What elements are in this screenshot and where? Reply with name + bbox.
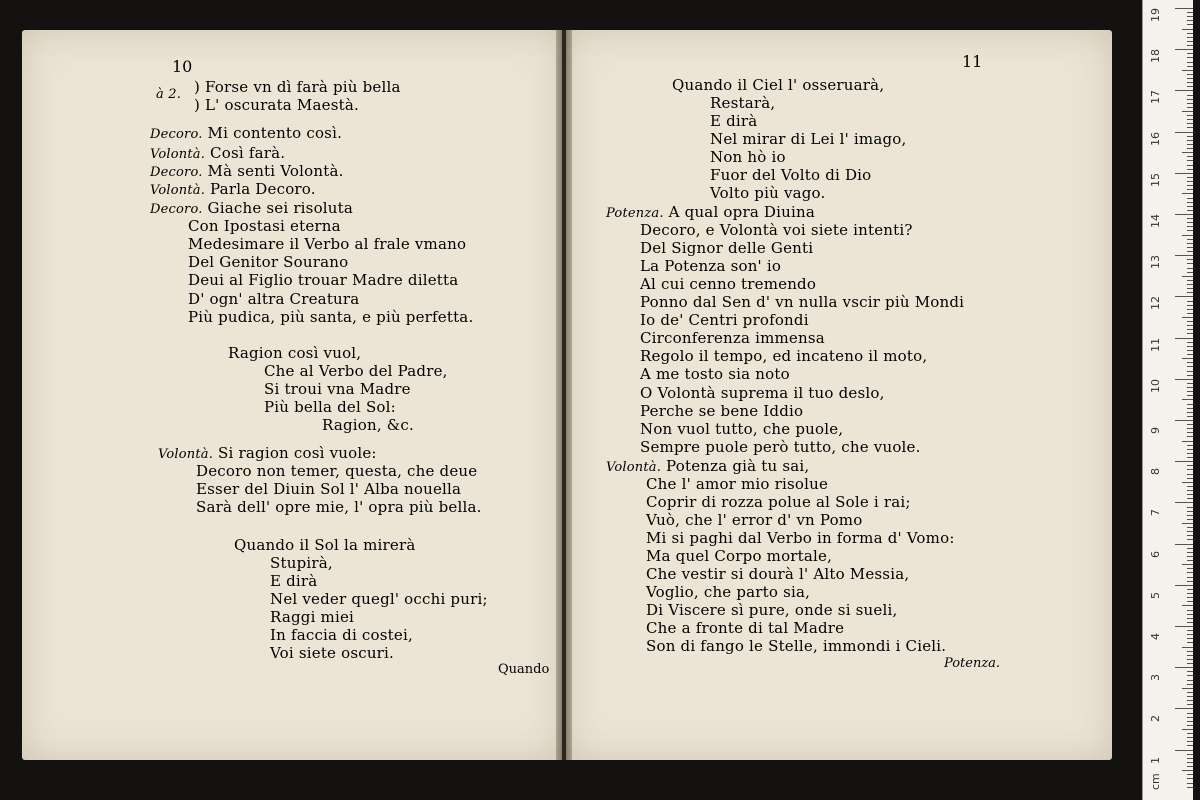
ruler-tick (1187, 247, 1193, 248)
ruler-tick (1175, 544, 1193, 545)
speaker-name: Volontà. (150, 183, 206, 198)
ruler-tick (1187, 78, 1193, 79)
text-line: La Potenza son' io (640, 257, 782, 275)
ruler-tick (1187, 362, 1193, 363)
ruler-tick (1175, 8, 1193, 9)
ruler-tick (1187, 202, 1193, 203)
speaker-name: Potenza. (606, 206, 664, 221)
ruler-tick (1187, 498, 1193, 499)
ruler-tick (1187, 395, 1193, 396)
ruler-tick (1187, 511, 1193, 512)
text-line: Voi siete oscuri. (270, 644, 395, 662)
ruler-tick (1187, 531, 1193, 532)
ruler-tick (1175, 255, 1193, 256)
text-line: Volontà. Si ragion così vuole: (158, 444, 377, 462)
ruler-tick (1187, 74, 1193, 75)
text-line: Decoro non temer, questa, che deue (196, 462, 478, 480)
ruler-tick (1187, 140, 1193, 141)
ruler-tick (1175, 585, 1193, 586)
ruler-tick (1187, 24, 1193, 25)
ruler-tick (1182, 111, 1193, 112)
ruler-tick (1175, 708, 1193, 709)
ruler-tick (1187, 148, 1193, 149)
ruler-tick (1187, 766, 1193, 767)
ruler-tick (1175, 626, 1193, 627)
text-line: Restarà, (710, 94, 776, 112)
ruler-tick (1187, 12, 1193, 13)
ruler-tick (1187, 675, 1193, 676)
ruler-tick (1187, 189, 1193, 190)
ruler-tick (1187, 301, 1193, 302)
text-line: Vuò, che l' error d' vn Pomo (646, 511, 863, 529)
right-catchword: Potenza. (944, 656, 1001, 671)
ruler-tick (1187, 721, 1193, 722)
ruler-label: 11 (1149, 337, 1162, 352)
ruler-tick (1187, 490, 1193, 491)
ruler-label: 7 (1149, 509, 1162, 517)
ruler-label: 10 (1149, 378, 1162, 393)
text-line: Mi si paghi dal Verbo in forma d' Vomo: (646, 529, 955, 547)
speaker-name: Volontà. (606, 460, 662, 475)
ruler-label: 14 (1149, 214, 1162, 228)
ruler-label: 1 (1149, 756, 1162, 764)
ruler-tick (1187, 107, 1193, 108)
ruler-tick (1187, 572, 1193, 573)
ruler-tick (1187, 577, 1193, 578)
ruler-tick (1187, 366, 1193, 367)
ruler-tick (1182, 399, 1193, 400)
ruler-tick (1182, 317, 1193, 318)
ruler-tick (1175, 502, 1193, 503)
ruler-tick (1187, 33, 1193, 34)
ruler-tick (1187, 160, 1193, 161)
ruler-tick (1187, 737, 1193, 738)
ruler-tick (1187, 346, 1193, 347)
text-line: Che a fronte di tal Madre (646, 619, 845, 637)
ruler-tick (1187, 618, 1193, 619)
text-line: Che vestir si dourà l' Alto Messia, (646, 565, 910, 583)
text-line: A me tosto sia noto (640, 365, 790, 383)
text-line: Decoro. Mà senti Volontà. (150, 162, 344, 180)
ruler-tick (1187, 210, 1193, 211)
ruler-tick (1187, 610, 1193, 611)
text-line: E dirà (710, 112, 758, 130)
text-line: Circonferenza immensa (640, 329, 825, 347)
text-line: Di Viscere sì pure, onde si sueli, (646, 601, 898, 619)
text-line: Sarà dell' opre mie, l' opra più bella. (196, 498, 482, 516)
ruler-tick (1182, 729, 1193, 730)
ruler-tick (1187, 581, 1193, 582)
text-line: Che al Verbo del Padre, (264, 362, 448, 380)
ruler-tick (1187, 589, 1193, 590)
ruler-tick (1187, 99, 1193, 100)
ruler-tick (1187, 288, 1193, 289)
speaker-name: Decoro. (150, 127, 203, 142)
ruler-tick (1187, 408, 1193, 409)
speaker-name: Decoro. (150, 202, 203, 217)
text-line: Al cui cenno tremendo (640, 275, 817, 293)
text-line: Del Genitor Sourano (188, 253, 349, 271)
ruler-tick (1187, 436, 1193, 437)
text-line: Raggi miei (270, 608, 355, 626)
ruler-label: 2 (1149, 715, 1162, 723)
ruler-tick (1187, 239, 1193, 240)
text-line: Volontà. Parla Decoro. (150, 180, 316, 198)
ruler-tick (1187, 659, 1193, 660)
ruler-tick (1187, 272, 1193, 273)
ruler-tick (1187, 634, 1193, 635)
ruler-tick (1187, 45, 1193, 46)
ruler-tick (1187, 329, 1193, 330)
ruler-tick (1187, 717, 1193, 718)
ruler-tick (1187, 494, 1193, 495)
ruler-tick (1187, 169, 1193, 170)
ruler-tick (1187, 156, 1193, 157)
ruler-tick (1187, 292, 1193, 293)
ruler-tick (1187, 655, 1193, 656)
left-page-number: 10 (172, 57, 193, 76)
ruler-tick (1187, 783, 1193, 784)
ruler-tick (1187, 86, 1193, 87)
ruler-label: 18 (1149, 49, 1162, 64)
ruler-tick (1187, 568, 1193, 569)
ruler-label: 15 (1149, 172, 1162, 187)
ruler-tick (1187, 548, 1193, 549)
text-line: E dirà (270, 572, 318, 590)
ruler-tick (1187, 198, 1193, 199)
ruler-tick (1187, 552, 1193, 553)
ruler-tick (1187, 82, 1193, 83)
text-line: Ponno dal Sen d' vn nulla vscir più Mondi (640, 293, 965, 311)
ruler-tick (1187, 119, 1193, 120)
ruler-tick (1182, 605, 1193, 606)
text-line: Ma quel Corpo mortale, (646, 547, 833, 565)
ruler-tick (1187, 387, 1193, 388)
ruler-tick (1175, 132, 1193, 133)
ruler-tick (1187, 638, 1193, 639)
ruler-tick (1175, 90, 1193, 91)
ruler-tick (1187, 663, 1193, 664)
ruler-tick (1187, 313, 1193, 314)
ruler-tick (1187, 404, 1193, 405)
ruler-tick (1187, 704, 1193, 705)
text-line: Deui al Figlio trouar Madre diletta (188, 271, 459, 289)
ruler-tick (1182, 193, 1193, 194)
text-line: Medesimare il Verbo al frale vmano (188, 235, 467, 253)
text-line: D' ogn' altra Creatura (188, 290, 360, 308)
text-line: Nel veder quegl' occhi puri; (270, 590, 488, 608)
ruler-tick (1187, 593, 1193, 594)
book-gutter (556, 30, 572, 760)
text-line: Del Signor delle Genti (640, 239, 814, 257)
text-line: Volto più vago. (710, 184, 826, 202)
ruler-tick (1187, 486, 1193, 487)
ruler-tick (1187, 556, 1193, 557)
ruler-tick (1187, 474, 1193, 475)
ruler-tick (1187, 185, 1193, 186)
ruler-tick (1187, 354, 1193, 355)
ruler-tick (1182, 647, 1193, 648)
ruler-tick (1187, 457, 1193, 458)
ruler-tick (1187, 651, 1193, 652)
ruler-tick (1182, 276, 1193, 277)
ruler-tick (1187, 136, 1193, 137)
ruler-tick (1187, 465, 1193, 466)
ruler-tick (1187, 412, 1193, 413)
ruler-tick (1187, 115, 1193, 116)
ruler-tick (1187, 259, 1193, 260)
ruler-tick (1187, 630, 1193, 631)
text-line: Si troui vna Madre (264, 380, 411, 398)
text-line: Sempre puole però tutto, che vuole. (640, 438, 921, 456)
ruler-tick (1187, 758, 1193, 759)
ruler-tick (1187, 507, 1193, 508)
ruler-tick (1187, 597, 1193, 598)
text-line: Più bella del Sol: (264, 398, 396, 416)
ruler-tick (1187, 57, 1193, 58)
text-line: Son di fango le Stelle, immondi i Cieli. (646, 637, 947, 655)
ruler-tick (1187, 375, 1193, 376)
ruler-label: 16 (1149, 131, 1162, 146)
ruler-tick (1187, 342, 1193, 343)
ruler-tick (1187, 371, 1193, 372)
ruler-tick (1187, 614, 1193, 615)
ruler-tick (1187, 251, 1193, 252)
ruler-tick (1187, 601, 1193, 602)
text-line: Più pudica, più santa, e più perfetta. (188, 308, 474, 326)
ruler-tick (1187, 700, 1193, 701)
ruler-tick (1187, 321, 1193, 322)
text-line: Decoro, e Volontà voi siete intenti? (640, 221, 913, 239)
measuring-ruler (1142, 0, 1193, 800)
ruler-tick (1187, 144, 1193, 145)
ruler-label: 13 (1149, 255, 1162, 270)
text-line: Perche se bene Iddio (640, 402, 804, 420)
ruler-tick (1187, 243, 1193, 244)
text-line: Esser del Diuin Sol l' Alba nouella (196, 480, 462, 498)
ruler-tick (1187, 745, 1193, 746)
ruler-tick (1187, 515, 1193, 516)
ruler-tick (1187, 123, 1193, 124)
left-catchword: Quando (498, 662, 550, 677)
ruler-tick (1187, 226, 1193, 227)
ruler-tick (1187, 103, 1193, 104)
ruler-tick (1187, 263, 1193, 264)
right-page-number: 11 (962, 52, 983, 71)
ruler-tick (1187, 671, 1193, 672)
ruler-tick (1187, 41, 1193, 42)
ruler-tick (1187, 424, 1193, 425)
ruler-tick (1187, 449, 1193, 450)
ruler-tick (1175, 420, 1193, 421)
text-line: Potenza. A qual opra Diuina (606, 203, 816, 221)
ruler-label: 5 (1149, 591, 1162, 599)
ruler-tick (1187, 519, 1193, 520)
ruler-unit: cm (1149, 773, 1162, 790)
ruler-tick (1187, 268, 1193, 269)
ruler-tick (1187, 445, 1193, 446)
text-line: In faccia di costei, (270, 626, 413, 644)
ruler-tick (1175, 667, 1193, 668)
ruler-tick (1187, 309, 1193, 310)
text-line: Ragion, &c. (322, 416, 414, 434)
ruler-tick (1187, 181, 1193, 182)
ruler-tick (1187, 383, 1193, 384)
text-line: Decoro. Mi contento così. (150, 124, 343, 142)
ruler-tick (1182, 29, 1193, 30)
ruler-tick (1182, 70, 1193, 71)
ruler-tick (1187, 453, 1193, 454)
ruler-tick (1175, 49, 1193, 50)
ruler-tick (1187, 713, 1193, 714)
ruler-tick (1187, 432, 1193, 433)
ruler-tick (1182, 152, 1193, 153)
ruler-tick (1187, 696, 1193, 697)
ruler-tick (1187, 37, 1193, 38)
ruler-tick (1187, 222, 1193, 223)
ruler-tick (1182, 441, 1193, 442)
ruler-label: 12 (1149, 296, 1162, 311)
text-line: Con Ipostasi eterna (188, 217, 341, 235)
ruler-tick (1187, 469, 1193, 470)
ruler-tick (1187, 230, 1193, 231)
text-line: O Volontà suprema il tuo deslo, (640, 384, 885, 402)
ruler-tick (1187, 478, 1193, 479)
ruler-tick (1182, 482, 1193, 483)
text-line: Quando il Ciel l' osseruarà, (672, 76, 885, 94)
speaker-name: Volontà. (158, 447, 214, 462)
ruler-tick (1187, 127, 1193, 128)
ruler-tick (1187, 539, 1193, 540)
ruler-label: 17 (1149, 90, 1162, 105)
speaker-name: Decoro. (150, 165, 203, 180)
ruler-tick (1187, 165, 1193, 166)
ruler-tick (1187, 16, 1193, 17)
ruler-tick (1175, 379, 1193, 380)
ruler-tick (1187, 428, 1193, 429)
ruler-tick (1175, 173, 1193, 174)
text-line: Volontà. Potenza già tu sai, (606, 457, 810, 475)
text-line: Non hò io (710, 148, 786, 166)
ruler-tick (1187, 20, 1193, 21)
ruler-label: 3 (1149, 674, 1162, 682)
text-line: Fuor del Volto di Dio (710, 166, 872, 184)
text-line: Io de' Centri profondi (640, 311, 809, 329)
ruler-tick (1187, 305, 1193, 306)
ruler-tick (1182, 688, 1193, 689)
ruler-tick (1187, 680, 1193, 681)
speaker-name: Volontà. (150, 147, 206, 162)
text-line: Non vuol tutto, che puole, (640, 420, 844, 438)
ruler-tick (1182, 523, 1193, 524)
ruler-tick (1187, 787, 1193, 788)
ruler-tick (1187, 206, 1193, 207)
ruler-tick (1187, 333, 1193, 334)
ruler-tick (1187, 177, 1193, 178)
ruler-tick (1187, 560, 1193, 561)
ruler-label: 8 (1149, 468, 1162, 476)
text-line: ) Forse vn dì farà più bella (194, 78, 401, 96)
ruler-label: 4 (1149, 633, 1162, 640)
ruler-tick (1187, 66, 1193, 67)
ruler-tick (1187, 416, 1193, 417)
ruler-tick (1187, 778, 1193, 779)
ruler-tick (1187, 218, 1193, 219)
text-line: Coprir di rozza polue al Sole i rai; (646, 493, 911, 511)
ruler-tick (1187, 774, 1193, 775)
text-line: Quando il Sol la mirerà (234, 536, 416, 554)
ruler-tick (1187, 527, 1193, 528)
ruler-tick (1187, 684, 1193, 685)
ruler-tick (1187, 284, 1193, 285)
ruler-tick (1187, 642, 1193, 643)
ruler-tick (1187, 62, 1193, 63)
text-line: Ragion così vuol, (228, 344, 362, 362)
text-line: ) L' oscurata Maestà. (194, 96, 359, 114)
ruler-tick (1182, 770, 1193, 771)
ruler-label: 6 (1149, 550, 1162, 558)
ruler-label: 19 (1149, 8, 1162, 22)
ruler-tick (1187, 325, 1193, 326)
text-line: Volontà. Così farà. (150, 144, 286, 162)
ruler-tick (1187, 53, 1193, 54)
ruler-tick (1187, 725, 1193, 726)
ruler-tick (1175, 296, 1193, 297)
ruler-label: 9 (1149, 427, 1162, 434)
ruler-tick (1175, 461, 1193, 462)
ruler-tick (1187, 754, 1193, 755)
ruler-tick (1182, 358, 1193, 359)
text-line: Nel mirar di Lei l' imago, (710, 130, 907, 148)
text-line: Stupirà, (270, 554, 333, 572)
ruler-tick (1187, 741, 1193, 742)
ruler-tick (1175, 338, 1193, 339)
ruler-tick (1182, 235, 1193, 236)
ruler-tick (1187, 622, 1193, 623)
ruler-tick (1187, 350, 1193, 351)
ruler-tick (1175, 750, 1193, 751)
ruler-tick (1187, 280, 1193, 281)
text-line: Che l' amor mio risolue (646, 475, 829, 493)
text-line: Decoro. Giache sei risoluta (150, 199, 354, 217)
ruler-tick (1187, 391, 1193, 392)
ruler-tick (1187, 95, 1193, 96)
text-line: Regolo il tempo, ed incateno il moto, (640, 347, 928, 365)
ruler-tick (1182, 564, 1193, 565)
ruler-tick (1175, 214, 1193, 215)
ruler-tick (1187, 762, 1193, 763)
ruler-tick (1187, 733, 1193, 734)
ruler-tick (1187, 535, 1193, 536)
a2-mark: à 2. (156, 87, 182, 102)
ruler-tick (1187, 692, 1193, 693)
text-line: Voglio, che parto sia, (646, 583, 811, 601)
